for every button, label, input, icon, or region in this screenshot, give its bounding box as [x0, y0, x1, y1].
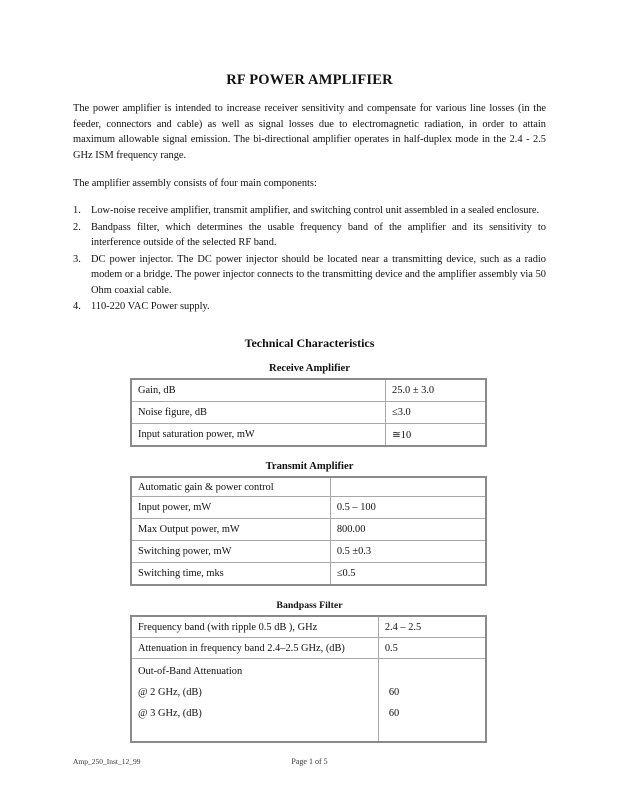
list-item-text: Bandpass filter, which determines the usable frequency band of the amplifier and its sensitivity to interference outside of the selected RF band. [91, 221, 546, 248]
value-cell: ≤3.0 [386, 402, 486, 424]
value-cell: 800.00 [330, 519, 486, 541]
value-cell: ≅10 [386, 424, 486, 447]
table-row [131, 477, 486, 497]
footer-page-number: Page 1 of 5 [291, 757, 328, 766]
list-item-number: 3. [73, 253, 81, 265]
value-cell: ≤0.5 [330, 563, 486, 586]
receive-amplifier-table [130, 378, 487, 447]
components-intro: The amplifier assembly consists of four main components: [73, 178, 317, 189]
out-of-band-cell [131, 659, 378, 743]
table-row [131, 638, 486, 659]
table-row [131, 402, 486, 424]
list-item-number: 4. [73, 301, 81, 312]
list-item-text: Low-noise receive amplifier, transmit amplifier, and switching control unit assembled in a sealed enclosure. [91, 205, 540, 216]
out-of-band-values-cell [378, 659, 486, 743]
table-row [131, 541, 486, 563]
param-cell: Input power, mW [131, 497, 330, 519]
param-cell: Max Output power, mW [131, 519, 330, 541]
bandpass-filter-table [130, 615, 487, 743]
param-cell: Noise figure, dB [131, 402, 386, 424]
transmit-amplifier-heading: Transmit Amplifier [265, 461, 354, 472]
param-cell: Automatic gain & power control [131, 477, 330, 497]
table-row [131, 563, 486, 586]
param-cell: Attenuation in frequency band 2.4–2.5 GHz, (dB) [131, 638, 378, 659]
technical-characteristics-heading: Technical Characteristics [244, 336, 375, 350]
table-row [131, 379, 486, 402]
list-item [73, 220, 546, 251]
out-of-band-value-2ghz: 60 [388, 687, 400, 698]
receive-amplifier-heading: Receive Amplifier [269, 363, 350, 374]
value-cell: 0.5 – 100 [330, 497, 486, 519]
list-item [73, 252, 546, 299]
components-list [73, 203, 546, 316]
value-cell [330, 477, 486, 497]
transmit-amplifier-table [130, 476, 487, 586]
list-item-text: DC power injector. The DC power injector should be located near a transmitting device, such as a radio modem or a bridge. The power injector connects to the transmitting device and the amplifier assembly via 50 Ohm coaxial cable. [91, 253, 546, 296]
value-cell: 25.0 ± 3.0 [386, 379, 486, 402]
param-cell: Switching power, mW [131, 541, 330, 563]
intro-paragraph: The power amplifier is intended to increase receiver sensitivity and compensate for various line losses (in the feeder, connectors and cable) as well as signal losses due to electromagnetic radiation, in order to attain maximum allowable signal emission. The bi-directional amplifier operates in half-duplex mode in the 2.4 - 2.5 GHz ISM frequency range. [73, 103, 546, 161]
out-of-band-value-3ghz: 60 [388, 708, 400, 719]
list-item-number: 1. [73, 205, 81, 216]
footer-document-id: Amp_250_Inst_12_99 [73, 757, 141, 766]
table-row [131, 616, 486, 638]
value-cell: 0.5 ±0.3 [330, 541, 486, 563]
out-of-band-param-2ghz: @ 2 GHz, (dB) [138, 687, 202, 698]
value-cell: 2.4 – 2.5 [378, 616, 486, 638]
table-row [131, 519, 486, 541]
param-cell: Input saturation power, mW [131, 424, 386, 447]
list-item [73, 203, 546, 219]
bandpass-filter-heading: Bandpass Filter [276, 600, 343, 611]
table-row [131, 424, 486, 447]
param-cell: Frequency band (with ripple 0.5 dB ), GHz [131, 616, 378, 638]
param-cell: Gain, dB [131, 379, 386, 402]
page-title: RF POWER AMPLIFIER [226, 72, 393, 88]
out-of-band-param-3ghz: @ 3 GHz, (dB) [138, 708, 202, 719]
out-of-band-label: Out-of-Band Attenuation [138, 666, 243, 677]
value-cell: 0.5 [378, 638, 486, 659]
table-row [131, 497, 486, 519]
list-item-text: 110-220 VAC Power supply. [91, 301, 210, 312]
list-item-number: 2. [73, 221, 81, 233]
list-item [73, 299, 546, 315]
param-cell: Switching time, mks [131, 563, 330, 586]
table-row [131, 659, 486, 743]
